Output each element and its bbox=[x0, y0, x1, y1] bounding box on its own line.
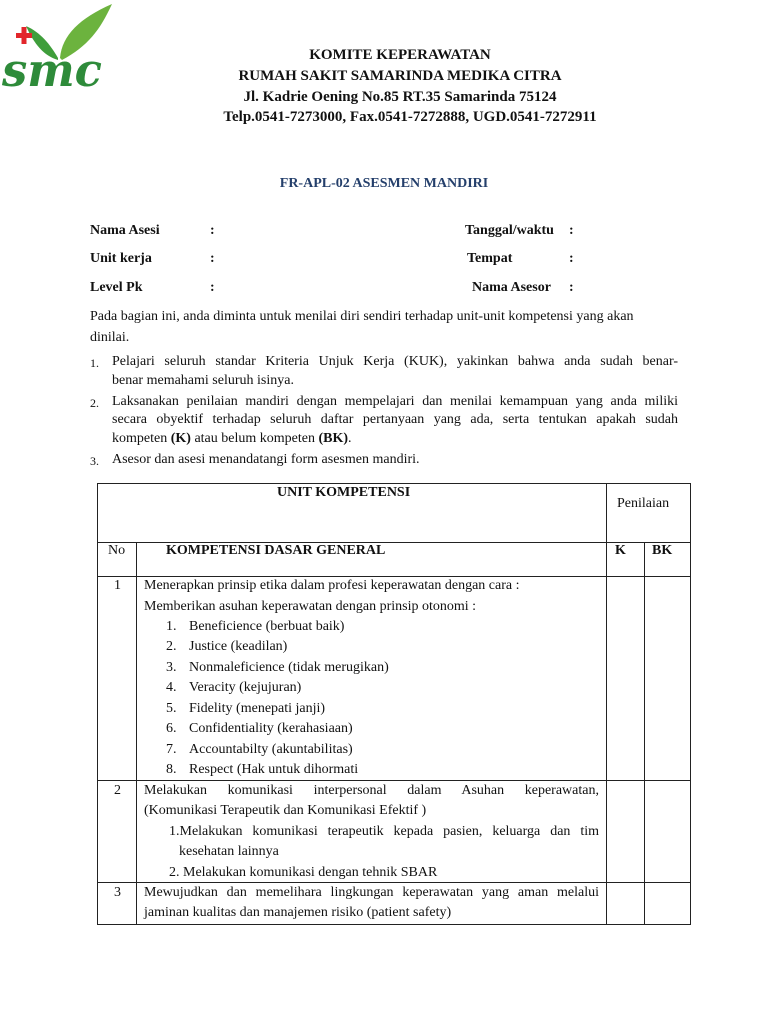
phone: Telp.0541-7273000, Fax.0541-7272888, UGD.0541-7272911 bbox=[223, 109, 597, 125]
row-text: (Komunikasi Terapeutik dan Komunikasi Efektif ) bbox=[144, 803, 427, 818]
instruction-text: secara obyektif terhadap seluruh daftar pertanyaan yang ada, serta tentukan apakah sudah bbox=[112, 412, 678, 427]
sub-text: 1.Melakukan komunikasi terapeutik kepada pasien, keluarga dan tim bbox=[169, 824, 599, 839]
field-colon: : bbox=[210, 223, 215, 238]
field-label-tempat: Tempat bbox=[467, 251, 513, 266]
list-item: Accountabilty (akuntabilitas) bbox=[189, 742, 353, 757]
field-colon: : bbox=[210, 251, 215, 266]
intro-line-2: dinilai. bbox=[90, 330, 130, 345]
header-penilaian: Penilaian bbox=[617, 496, 670, 511]
instruction-number: 2. bbox=[90, 396, 99, 410]
svg-text:smc: smc bbox=[1, 43, 102, 92]
column-bk: BK bbox=[652, 543, 673, 558]
list-item-number: 5. bbox=[166, 701, 177, 716]
field-label-tanggal: Tanggal/waktu bbox=[465, 223, 554, 238]
sub-text: kesehatan lainnya bbox=[179, 844, 279, 859]
instruction-text: benar memahami seluruh isinya. bbox=[112, 373, 294, 388]
org-line-1: KOMITE KEPERAWATAN bbox=[309, 47, 491, 63]
field-colon: : bbox=[569, 251, 574, 266]
field-label-nama-asesor: Nama Asesor bbox=[472, 280, 551, 295]
row-number: 3 bbox=[114, 885, 121, 900]
competency-table bbox=[97, 483, 691, 925]
list-item-number: 7. bbox=[166, 742, 177, 757]
assessment-k-cell[interactable] bbox=[607, 781, 644, 882]
row-text: jaminan kualitas dan manajemen risiko (patient safety) bbox=[144, 905, 452, 920]
assessment-bk-cell[interactable] bbox=[645, 577, 690, 780]
list-item: Veracity (kejujuran) bbox=[189, 680, 302, 695]
instruction-text: Pelajari seluruh standar Kriteria Unjuk Kerja (KUK), yakinkan bahwa anda sudah benar- bbox=[112, 354, 678, 369]
column-k: K bbox=[615, 543, 626, 558]
header-unit-kompetensi: UNIT KOMPETENSI bbox=[277, 485, 411, 500]
row-text: Mewujudkan dan memelihara lingkungan keperawatan yang aman melalui bbox=[144, 885, 599, 900]
list-item-number: 6. bbox=[166, 721, 177, 736]
form-title: FR-APL-02 ASESMEN MANDIRI bbox=[279, 176, 489, 191]
row-number: 2 bbox=[114, 783, 121, 798]
list-item: Confidentiality (kerahasiaan) bbox=[189, 721, 353, 736]
list-item-number: 4. bbox=[166, 680, 177, 695]
instruction-text: Laksanakan penilaian mandiri dengan mempelajari dan menilai kemampuan yang anda miliki bbox=[112, 394, 678, 409]
assessment-bk-cell[interactable] bbox=[645, 883, 690, 924]
smc-logo bbox=[0, 0, 112, 92]
assessment-k-cell[interactable] bbox=[607, 883, 644, 924]
field-label-level-pk: Level Pk bbox=[90, 280, 143, 295]
field-label-nama-asesi: Nama Asesi bbox=[90, 223, 160, 238]
field-label-unit-kerja: Unit kerja bbox=[90, 251, 152, 266]
instruction-number: 3. bbox=[90, 454, 99, 468]
assessment-k-cell[interactable] bbox=[607, 577, 644, 780]
instruction-number: 1. bbox=[90, 356, 99, 370]
assessment-bk-cell[interactable] bbox=[645, 781, 690, 882]
intro-line-1: Pada bagian ini, anda diminta untuk menilai diri sendiri terhadap unit-unit kompetensi yang akan bbox=[90, 309, 634, 324]
column-kompetensi: KOMPETENSI DASAR GENERAL bbox=[166, 543, 386, 558]
address: Jl. Kadrie Oening No.85 RT.35 Samarinda 75124 bbox=[243, 89, 557, 105]
list-item: Fidelity (menepati janji) bbox=[189, 701, 326, 716]
row-text: Melakukan komunikasi interpersonal dalam Asuhan keperawatan, bbox=[144, 783, 599, 798]
row-text: Menerapkan prinsip etika dalam profesi keperawatan dengan cara : bbox=[144, 578, 520, 593]
list-item-number: 2. bbox=[166, 639, 177, 654]
sub-text: 2. Melakukan komunikasi dengan tehnik SBAR bbox=[169, 865, 438, 880]
field-colon: : bbox=[210, 280, 215, 295]
instruction-text-last: kompeten (K) atau belum kompeten (BK). bbox=[112, 431, 352, 446]
field-colon: : bbox=[569, 223, 574, 238]
column-no: No bbox=[108, 543, 126, 558]
list-item: Respect (Hak untuk dihormati bbox=[189, 762, 359, 777]
list-item-number: 8. bbox=[166, 762, 177, 777]
row-text: Memberikan asuhan keperawatan dengan prinsip otonomi : bbox=[144, 599, 477, 614]
field-colon: : bbox=[569, 280, 574, 295]
instruction-text: Asesor dan asesi menandatangi form asesmen mandiri. bbox=[112, 452, 420, 467]
org-line-2: RUMAH SAKIT SAMARINDA MEDIKA CITRA bbox=[238, 68, 562, 84]
list-item: Nonmaleficience (tidak merugikan) bbox=[189, 660, 389, 675]
list-item-number: 1. bbox=[166, 619, 177, 634]
row-number: 1 bbox=[114, 578, 121, 593]
list-item: Beneficience (berbuat baik) bbox=[189, 619, 345, 634]
list-item-number: 3. bbox=[166, 660, 177, 675]
list-item: Justice (keadilan) bbox=[189, 639, 288, 654]
